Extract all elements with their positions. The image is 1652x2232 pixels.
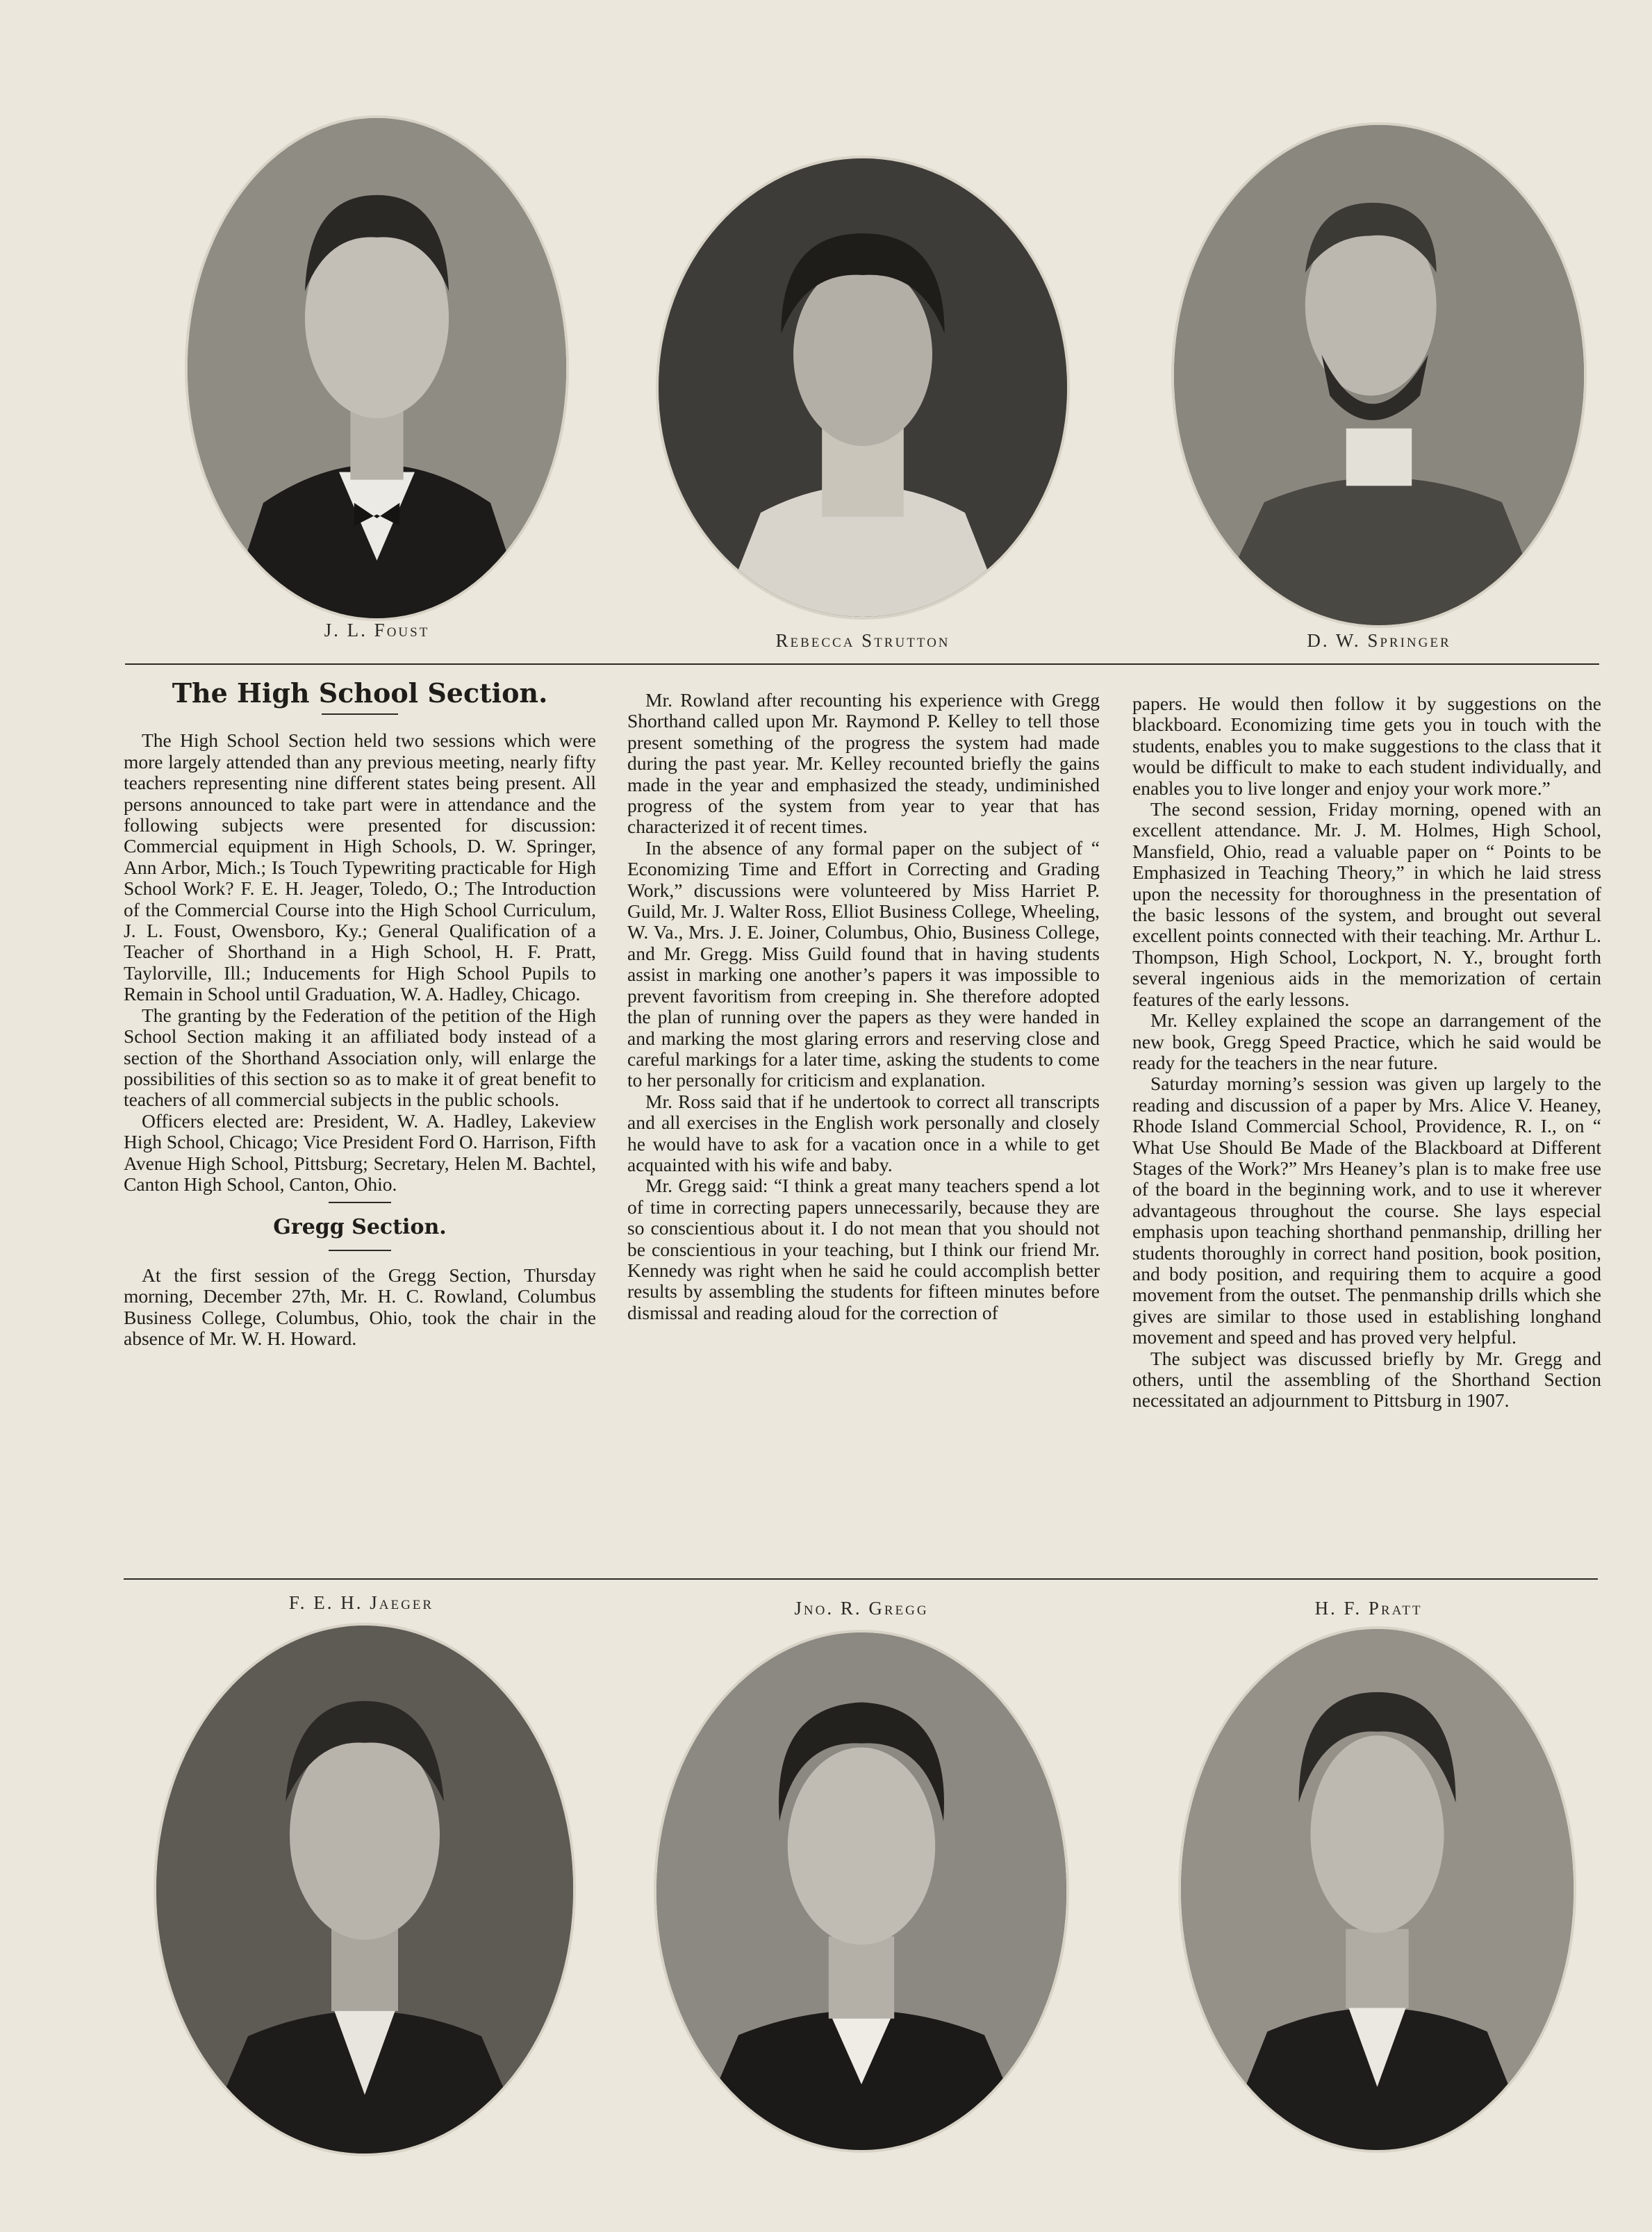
subheading-rule <box>329 1250 391 1251</box>
portrait-photo-foust <box>188 118 566 618</box>
top-rule <box>125 663 1599 665</box>
paragraph: In the absence of any formal paper on the subject of “ Economizing Time and Effort in Correcting and Grading Work,” discussions were volunteered by Miss Harriet P. Guild, Mr. J. Walter Ross, Elliot Business College, Wheeling, W. Va., Mrs. J. E. Joiner, Columbus, Ohio, Business College, and Mr. Gregg. Miss Guild found that in having students assist in marking one another’s papers it was impossible to prevent favoritism from creeping in. She therefore adopted the plan of running over the papers as they were handed in and marking the most glaring errors and reserving close and careful markings for a later time, asking the students to come to her personally for criticism and explanation. <box>627 836 1100 1091</box>
section-heading-gregg: Gregg Section. <box>273 1215 447 1240</box>
article-column-3 <box>1132 693 1601 1412</box>
caption-pratt: H. F. Pratt <box>1314 1598 1423 1619</box>
caption-jaeger: F. E. H. Jaeger <box>288 1592 434 1613</box>
portrait-photo-gregg <box>656 1632 1066 2150</box>
paragraph: The granting by the Federation of the petition of the High School Section making it an affiliated body instead of a section of the Shorthand Association only, will enlarge the possibilities of this section so as to make it of great benefit to teachers of all commercial subjects in the public schools. <box>124 1004 596 1111</box>
bottom-rule <box>124 1578 1598 1580</box>
caption-strutton: Rebecca Strutton <box>775 630 950 651</box>
paragraph: The second session, Friday morning, opened with an excellent attendance. Mr. J. M. Holmes, High School, Mansfield, Ohio, read a valuable paper on “ Points to be Emphasized in Teaching Theory,” in which he laid stress upon the necessity for thoroughness in the presentation of the basic lessons of the system, and brought out several excellent points connected with their teaching. Mr. Arthur L. Thompson, High School, Lockport, N. Y., brought forth several ingenious aids in the memorization of certain features of the early lessons. <box>1132 798 1601 1010</box>
paragraph: The subject was discussed briefly by Mr. Gregg and others, until the assembling of the Shorthand Section necessitated an adjournment to Pittsburg in 1907. <box>1132 1347 1601 1412</box>
paragraph: The High School Section held two sessions which were more largely attended than any previous meeting, nearly fifty teachers representing nine different states being present. All persons announced to take part were in attendance and the following subjects were presented for discussion: Commercial equipment in High Schools, D. W. Springer, Ann Arbor, Mich.; Is Touch Typewriting practicable for High School Work? F. E. H. Jeager, Toledo, O.; The Introduction of the Commercial Course into the High School Curriculum, J. L. Foust, Owensboro, Ky.; General Qualification of a Teacher of Shorthand in a High School, H. F. Pratt, Taylorville, Ill.; Inducements for High School Pupils to Remain in School until Graduation, W. A. Hadley, Chicago. <box>124 729 596 1005</box>
caption-springer: D. W. Springer <box>1307 630 1451 651</box>
paragraph: At the first session of the Gregg Section, Thursday morning, December 27th, Mr. H. C. Rowland, Columbus Business College, Columbus, Ohio, took the chair in the absence of Mr. W. H. Howard. <box>124 1264 596 1349</box>
portrait-photo-jaeger <box>156 1626 573 2154</box>
heading-rule <box>322 713 398 715</box>
paragraph: papers. He would then follow it by suggestions on the blackboard. Economizing time gets you in touch with the students, enables you to make suggestions to the class that it would be difficult to make to each student individually, and enables you to live longer and enjoy your work more.” <box>1132 693 1601 799</box>
paragraph: Mr. Kelley explained the scope an darrangement of the new book, Gregg Speed Practice, which he said would be ready for the teachers in the near future. <box>1132 1009 1601 1073</box>
caption-gregg: Jno. R. Gregg <box>794 1598 929 1619</box>
section-divider <box>329 1202 391 1203</box>
paragraph: Officers elected are: President, W. A. Hadley, Lakeview High School, Chicago; Vice President Ford O. Harrison, Fifth Avenue High School, Pittsburg; Secretary, Helen M. Bachtel, Canton High School, Canton, Ohio. <box>124 1109 596 1195</box>
paragraph: Saturday morning’s session was given up largely to the reading and discussion of a paper by Mrs. Alice V. Heaney, Rhode Island Commercial School, Providence, R. I., on “ What Use Should Be Made of the Blackboard at Different Stages of the Work?” Mrs Heaney’s plan is to make free use of the board in the beginning work, and to use it wherever advantageous throughout the course. She lays especial emphasis upon teaching shorthand penmanship, drilling her students thoroughly in correct hand position, book position, and body position, and requiring them to acquire a good movement from the outset. The penmanship drills which she gives are similar to those used in establishing longhand movement and speed and has proved very helpful. <box>1132 1073 1601 1348</box>
article-column-1 <box>124 677 596 1349</box>
paragraph: Mr. Rowland after recounting his experience with Gregg Shorthand called upon Mr. Raymond P. Kelley to tell those present something of the progress the system had made during the past year. Mr. Kelley recounted briefly the gains made in the year and emphasized the steady, undiminished progress of the system from year to year that has characterized it of recent times. <box>627 689 1100 838</box>
caption-foust: J. L. Foust <box>324 620 430 640</box>
portrait-photo-strutton <box>659 158 1067 617</box>
paragraph: Mr. Ross said that if he undertook to correct all transcripts and all exercises in the English work personally and closely he would have to ask for a vacation once in a while to get acquainted with his wife and baby. <box>627 1090 1100 1175</box>
article-column-2 <box>627 690 1100 1323</box>
portrait-photo-pratt <box>1181 1629 1573 2150</box>
section-heading-high-school: The High School Section. <box>172 677 548 709</box>
paragraph: Mr. Gregg said: “I think a great many teachers spend a lot of time in correcting papers unnecessarily, because they are so conscientious about it. I do not mean that you should not be conscientious in your teaching, but I think our friend Mr. Kennedy was right when he said he could accomplish better results by assembling the students for fifteen minutes before dismissal and reading aloud for the correction of <box>627 1175 1100 1323</box>
portrait-photo-springer <box>1174 125 1584 625</box>
